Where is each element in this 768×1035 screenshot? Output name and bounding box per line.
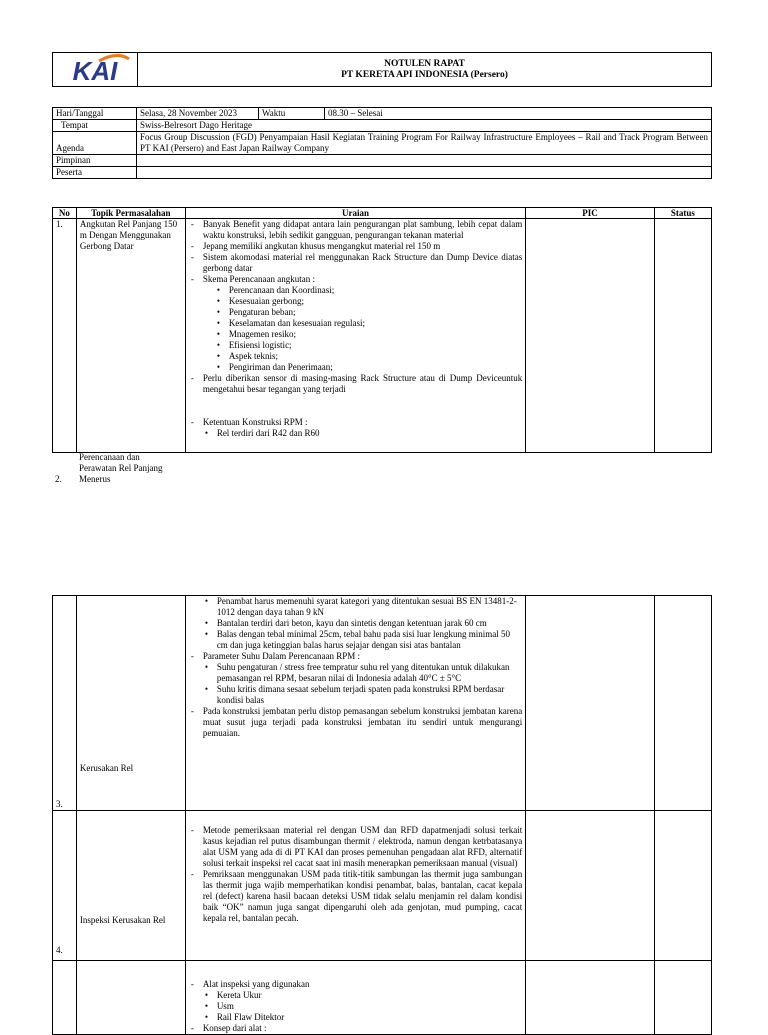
table-row xyxy=(53,961,712,1035)
hari-label: Hari/Tanggal xyxy=(53,108,137,120)
agenda-value: Focus Group Discussion (FGD) Penyampaian Hasil Kegiatan Training Program For Railway Infrastructure Employees – Rail and Track Program Between PT KAI (Persero) and East Japan Railway Company xyxy=(137,132,712,155)
title-line-1: NOTULEN RAPAT xyxy=(384,58,465,69)
meeting-info-table xyxy=(52,107,712,179)
header-uraian: Uraian xyxy=(185,208,525,219)
header-pic: PIC xyxy=(526,208,655,219)
kai-logo xyxy=(53,53,138,87)
row-no: 1. xyxy=(53,219,77,453)
bullet-item: • Rail Flaw Ditektor xyxy=(191,1012,522,1023)
bullet-item: • Suhu pengaturan / stress free tempratur suhu rel yang ditentukan untuk dilakukan pemasangan rel RPM, besaran nilai di Indonesia adalah 40°C ± 5°C xyxy=(191,662,522,684)
document-title xyxy=(138,53,712,87)
row-pic xyxy=(526,811,655,961)
list-item: - Sistem akomodasi material rel menggunakan Rack Structure dan Dump Device diatas gerbong datar xyxy=(189,252,522,274)
uraian-list xyxy=(189,706,522,739)
tempat-value: Swiss-Belresort Dago Heritage xyxy=(137,120,712,132)
row-uraian xyxy=(185,961,525,1035)
waktu-value: 08.30 – Selesai xyxy=(325,108,712,120)
kai-logo-icon xyxy=(59,53,131,83)
list-item: - Jepang memiliki angkutan khusus mengangkut material rel 150 m xyxy=(189,241,522,252)
minutes-table-page-1 xyxy=(52,207,712,453)
row-pic xyxy=(526,961,655,1035)
bullet-item: • Aspek teknis; xyxy=(203,351,522,362)
uraian-list xyxy=(189,825,522,924)
peserta-value xyxy=(137,167,712,179)
header-topik: Topik Permasalahan xyxy=(76,208,185,219)
uraian-list xyxy=(189,979,522,990)
list-item: - Skema Perencanaan angkutan : • Perencanaan dan Koordinasi; • Kesesuaian gerbong; • Pengaturan beban; • Keselamatan dan kesesuaian regulasi; • Mnagemen resiko; • Efisiensi logistic; • Aspek teknis; • Pengiriman dan Penerimaan; xyxy=(189,274,522,373)
bullet-item: • Perencanaan dan Koordinasi; xyxy=(203,285,522,296)
row-uraian xyxy=(185,596,525,811)
row-status xyxy=(654,219,711,453)
bullet-item: • Balas dengan tebal minimal 25cm, tebal bahu pada sisi luar lengkung minimal 50 cm dan juga ketinggian balas harus sejajar dengan sisi atas bantalan xyxy=(191,629,522,651)
bullet-item: • Mnagemen resiko; xyxy=(203,329,522,340)
list-item: - Pada konstruksi jembatan perlu distop pemasangan sebelum konstruksi jembatan karena muat susut juga terjadi pada konstruksi jembatan itu sendiri untuk mengurangi pemuaian. xyxy=(189,706,522,739)
row-status xyxy=(654,811,711,961)
table-row xyxy=(53,219,712,453)
row-topic: Perencanaan dan Perawatan Rel Panjang Menerus xyxy=(79,452,163,484)
agenda-label: Agenda xyxy=(53,132,137,155)
bullet-item: • Usm xyxy=(191,1001,522,1012)
row-topic: Angkutan Rel Panjang 150 m Dengan Menggunakan Gerbong Datar xyxy=(76,219,185,453)
bullet-item: • Suhu kritis dimana sesaat sebelum terjadi spaten pada konstruksi RPM berdasar kondisi balas xyxy=(191,684,522,706)
uraian-list xyxy=(189,417,522,428)
header-no: No xyxy=(53,208,77,219)
list-item: - Perlu diberikan sensor di masing-masing Rack Structure atau di Dump Deviceuntuk mengetahui besar tegangan yang terjadi xyxy=(189,373,522,395)
row-uraian xyxy=(185,219,525,453)
waktu-label: Waktu xyxy=(259,108,325,120)
bullet-item: • Penambat harus memenuhi syarat kategori yang ditentukan sesuai BS EN 13481-2-1012 dengan daya tahan 9 kN xyxy=(191,596,522,618)
bullet-item: • Kesesuaian gerbong; xyxy=(203,296,522,307)
list-item: - Pemriksaan menggunakan USM pada titik-titik sambungan las thermit juga sambungan las thermit juga wajib memperhatikan kondisi penambat, balas, bantalan, cacat kepala rel (defect) karena hasil bacaan deteksi USM tidak selalu menjamin rel dalam kondisi baik “OK” namun juga sangat dipengaruhi oleh ada genjotan, mud pumping, cacat kepala rel, bantalan pecah. xyxy=(189,869,522,924)
svg-text:KAI: KAI xyxy=(72,56,118,83)
sub-list xyxy=(189,662,522,706)
tempat-label: Tempat xyxy=(53,120,137,132)
header-status: Status xyxy=(654,208,711,219)
uraian-list xyxy=(189,651,522,662)
sub-list xyxy=(189,596,522,651)
list-item: - Metode pemeriksaan material rel dengan USM dan RFD dapatmenjadi solusi terkait kasus kejadian rel putus disambungan thermit / elektroda, namun dengan ketrbatasanya alat USM yang ada di di PT KAI dan proses pemenuhan pengadaan alat RFD, alternatif solusi terkait inspeksi rel cacat saat ini masih menerapkan pemeriksaan manual (visual) xyxy=(189,825,522,869)
bullet-item: • Rel terdiri dari R42 dan R60 xyxy=(191,428,522,439)
bullet-item: • Pengiriman dan Penerimaan; xyxy=(203,362,522,373)
list-item: - Ketentuan Konstruksi RPM : xyxy=(189,417,522,428)
table-row xyxy=(53,811,712,961)
bullet-item: • Kereta Ukur xyxy=(191,990,522,1001)
row-no: 2. xyxy=(55,474,62,484)
sub-list xyxy=(189,428,522,439)
title-line-2: PT KERETA API INDONESIA (Persero) xyxy=(341,69,508,80)
row-pic xyxy=(526,596,655,811)
bullet-item: • Keselamatan dan kesesuaian regulasi; xyxy=(203,318,522,329)
table-row xyxy=(53,596,712,811)
row-no: 3. xyxy=(53,596,77,811)
list-item: - Alat inspeksi yang digunakan xyxy=(189,979,522,990)
bullet-item: • Efisiensi logistic; xyxy=(203,340,522,351)
bullet-item: • Bantalan terdiri dari beton, kayu dan sintetis dengan ketentuan jarak 60 cm xyxy=(191,618,522,629)
peserta-label: Peserta xyxy=(53,167,137,179)
pimpinan-label: Pimpinan xyxy=(53,155,137,167)
uraian-list xyxy=(189,219,522,395)
list-item: - Parameter Suhu Dalam Perencanaan RPM : xyxy=(189,651,522,662)
row-status xyxy=(654,596,711,811)
sub-list xyxy=(203,285,522,373)
row-no: 4. xyxy=(53,811,77,961)
row-status xyxy=(654,961,711,1035)
bullet-item: • Pengaturan beban; xyxy=(203,307,522,318)
uraian-list xyxy=(189,1023,522,1034)
sub-list xyxy=(189,990,522,1023)
list-item: - Konsep dari alat : xyxy=(189,1023,522,1034)
pimpinan-value xyxy=(137,155,712,167)
row-no xyxy=(53,961,77,1035)
row-topic xyxy=(76,961,185,1035)
row-topic: Kerusakan Rel xyxy=(76,596,185,811)
hari-value: Selasa, 28 November 2023 xyxy=(137,108,259,120)
row-uraian xyxy=(185,811,525,961)
list-item: - Banyak Benefit yang didapat antara lain pengurangan plat sambung, lebih cepat dalam waktu konstruksi, lebih sedikit gangguan, pengurangan tekanan material xyxy=(189,219,522,241)
row-pic xyxy=(526,219,655,453)
row-topic: Inspeksi Kerusakan Rel xyxy=(76,811,185,961)
minutes-table-page-2 xyxy=(52,595,712,1035)
document-header xyxy=(52,52,712,87)
